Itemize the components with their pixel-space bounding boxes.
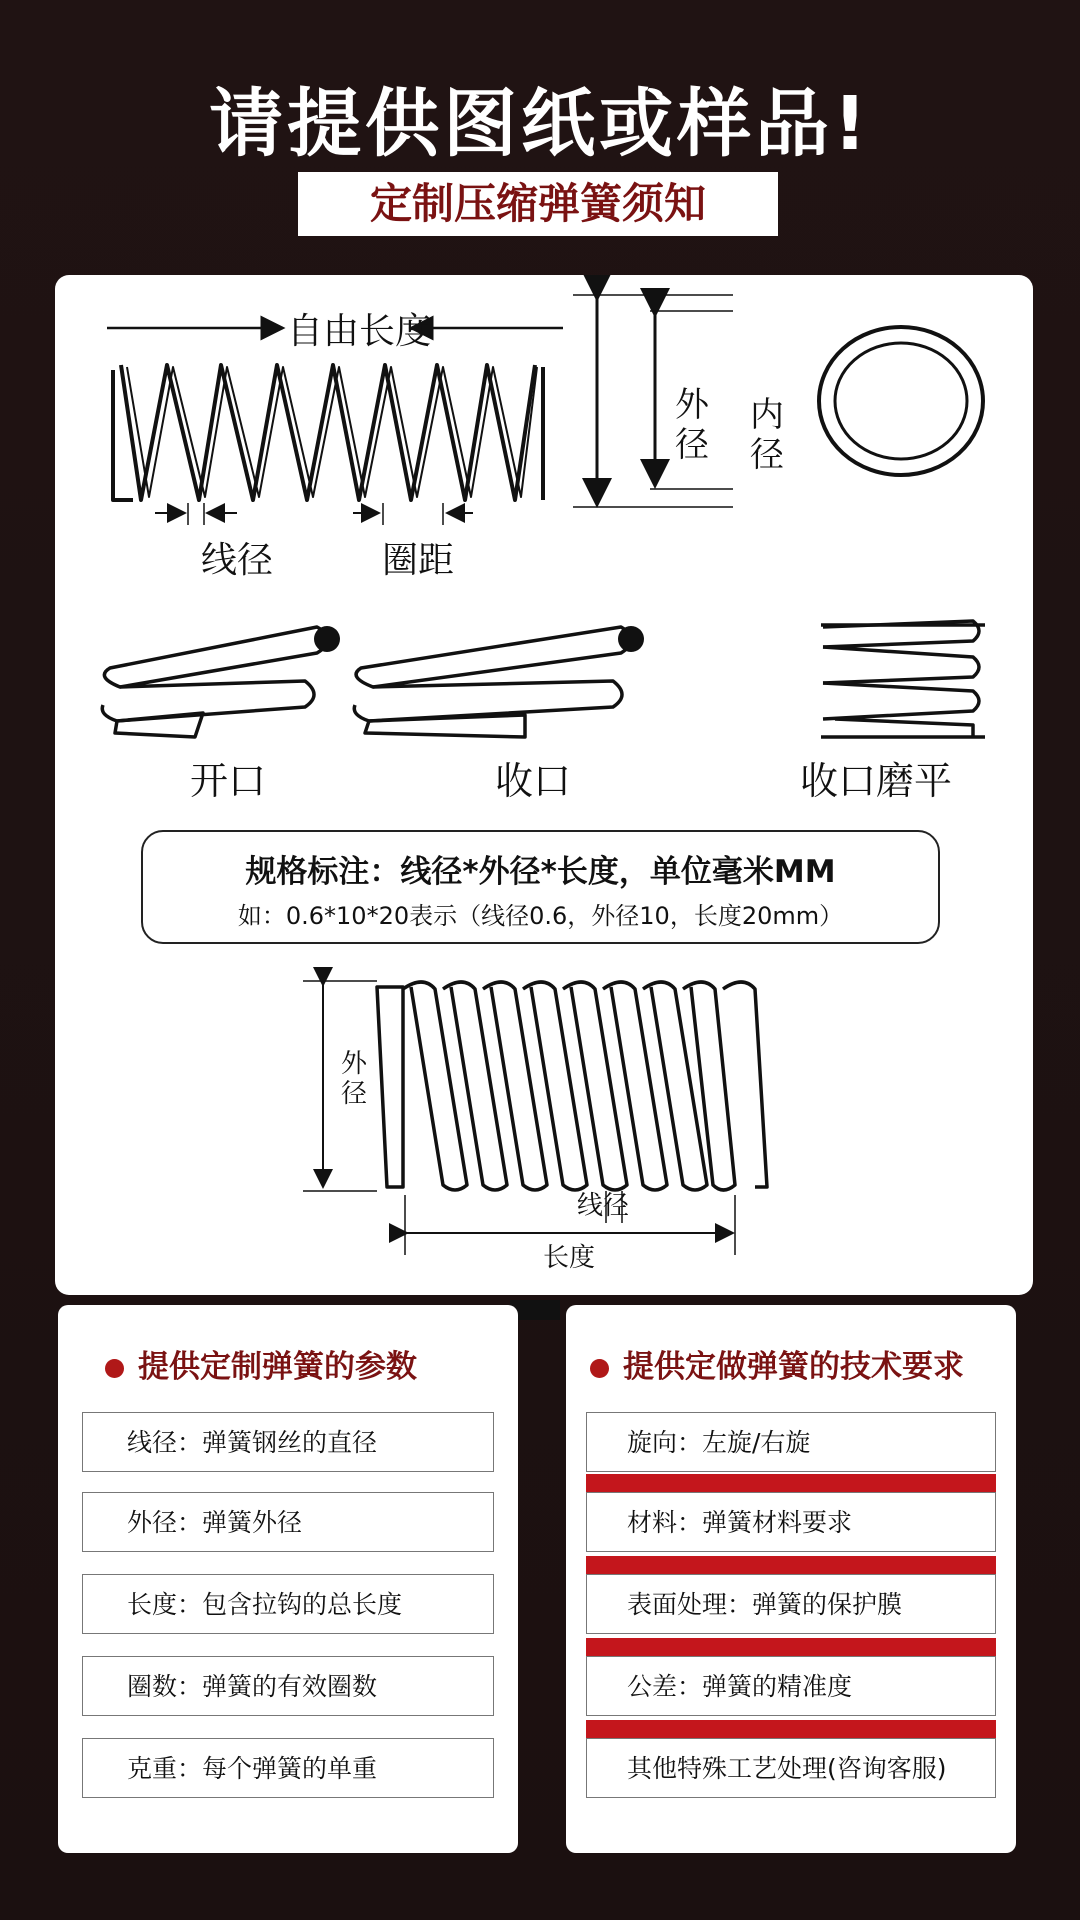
end-open-label: 开口	[190, 759, 267, 803]
page-title: 请提供图纸或样品!	[209, 81, 871, 167]
req-row-direction: 旋向：左旋/右旋	[586, 1412, 996, 1472]
spring-outline-icon	[377, 982, 767, 1190]
free-length-label: 自由长度	[287, 311, 432, 352]
spec-box	[141, 830, 940, 944]
req-row-material: 材料：弹簧材料要求	[586, 1492, 996, 1552]
spec-line-2: 如：0.6*10*20表示（线径0.6，外径10，长度20mm）	[237, 902, 844, 930]
req-row-tolerance: 公差：弹簧的精准度	[586, 1656, 996, 1716]
parameters-panel	[58, 1305, 518, 1853]
coil-inner-circle-icon	[835, 343, 967, 459]
spring2-wire-diameter-label: 线径	[577, 1191, 630, 1221]
param-row-outer: 外径：弹簧外径	[82, 1492, 494, 1552]
wire-diameter-label: 线径	[201, 540, 274, 581]
requirements-panel-title: 提供定做弹簧的技术要求	[566, 1341, 1016, 1386]
requirements-panel	[566, 1305, 1016, 1853]
red-divider	[586, 1474, 996, 1492]
end-closed-ground-label: 收口磨平	[800, 759, 953, 803]
red-divider	[586, 1556, 996, 1574]
diagram-card	[55, 275, 1033, 1295]
page-subtitle: 定制压缩弹簧须知	[298, 172, 778, 236]
outer-diameter-label: 外径	[675, 385, 709, 465]
req-row-surface: 表面处理：弹簧的保护膜	[586, 1574, 996, 1634]
red-divider	[586, 1720, 996, 1738]
req-row-special: 其他特殊工艺处理(咨询客服)	[586, 1738, 996, 1798]
bullet-dot-icon	[105, 1359, 124, 1378]
spring2-length-label: 长度	[543, 1243, 596, 1273]
param-row-length: 长度：包含拉钩的总长度	[82, 1574, 494, 1634]
coil-outer-circle-icon	[819, 327, 983, 475]
param-row-wire: 线径：弹簧钢丝的直径	[82, 1412, 494, 1472]
end-closed-icon	[354, 626, 644, 737]
spec-line-1: 规格标注：线径*外径*长度，单位毫米MM	[245, 854, 836, 890]
end-closed-label: 收口	[495, 759, 572, 803]
spring2-outer-diameter-label: 外径	[341, 1049, 368, 1109]
pitch-label: 圈距	[382, 540, 455, 581]
spring-side-view-icon	[113, 365, 543, 500]
end-open-icon	[102, 626, 340, 737]
param-row-weight: 克重：每个弹簧的单重	[82, 1738, 494, 1798]
inner-diameter-label: 内径	[750, 395, 784, 475]
red-divider	[586, 1638, 996, 1656]
parameters-panel-title: 提供定制弹簧的参数	[58, 1341, 518, 1386]
bullet-dot-icon	[590, 1359, 609, 1378]
end-closed-ground-icon	[821, 621, 985, 737]
param-row-coils: 圈数：弹簧的有效圈数	[82, 1656, 494, 1716]
